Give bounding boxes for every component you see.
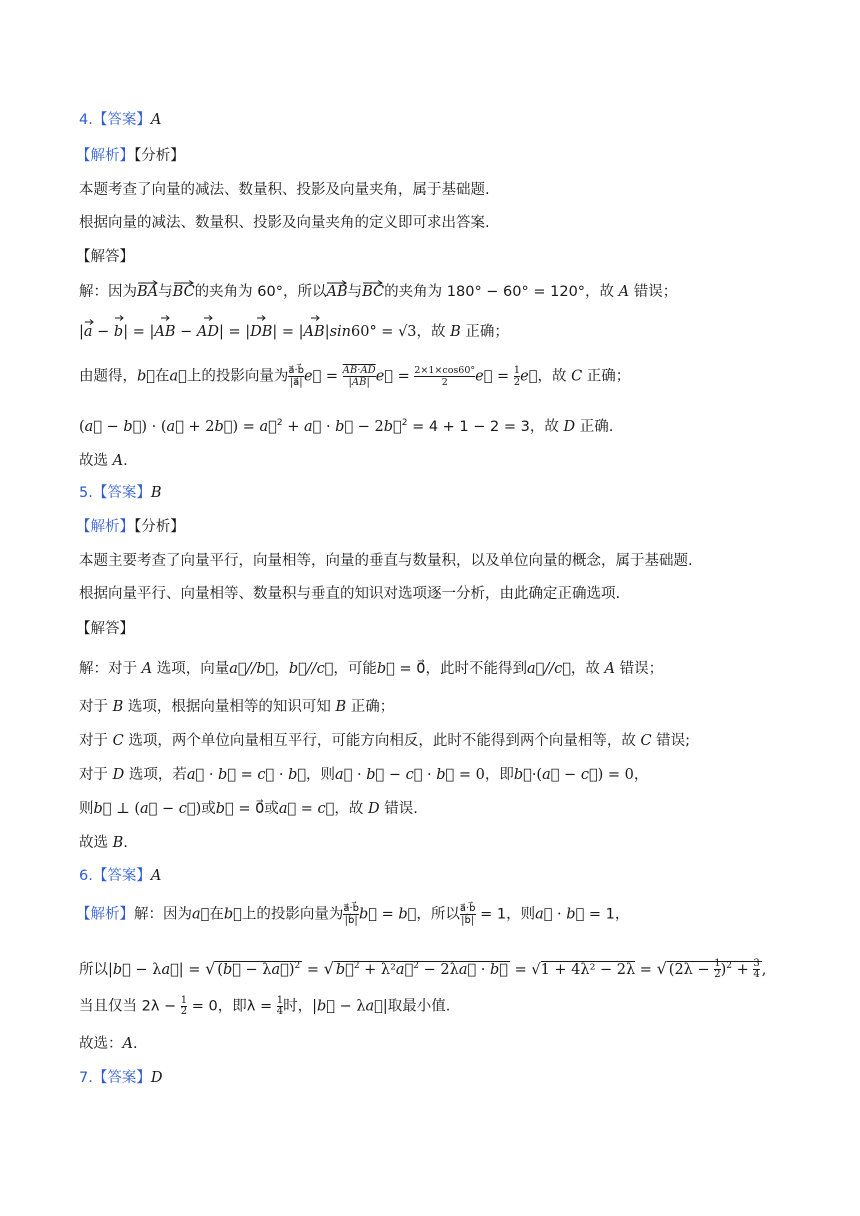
answer-line-q6 [79, 866, 161, 886]
answer-tag: 【答案】 [92, 112, 151, 128]
jiexi-tag: 【解析】 [76, 906, 134, 923]
q6-step-2: 所以|b⃗ − λa⃗| = √ (b⃗ − λa⃗)$^2$ = √ b⃗$^2$ + λ²a⃗$^2$ − 2λa⃗ · b⃗ = √1 + 4λ² − 2λ = √ (2λ − $\frac{1}{2}$ )$^2$ + $\frac{3}{4}$ , [79, 958, 767, 981]
fenxi-tag: 【分析】 [134, 148, 185, 164]
solution-header-q5: 【解答】 [76, 621, 134, 637]
answer-value: B [150, 485, 162, 501]
q4-conclusion: 故选 A. [79, 453, 128, 469]
question-number: 4. [79, 112, 93, 128]
answer-value: A [150, 112, 162, 128]
q5-step-3: 对于 C 选项，两个单位向量相互平行，可能方向相反，此时不能得到两个向量相等，故 C 错误; [79, 733, 691, 749]
analysis-text-2: 根据向量平行、向量相等、数量积与垂直的知识对选项逐一分析，由此确定正确选项. [79, 586, 621, 602]
q6-step-1: 【解析】解：因为a⃗在b⃗上的投影向量为 $\frac{a⃗\cdot b⃗}{|b⃗|}$ b⃗ = b⃗，所以 $\frac{a⃗\cdot b⃗}{|b⃗|}$ = 1，则a⃗ · b⃗ = 1， [76, 903, 630, 926]
question-number: 7. [79, 1070, 93, 1086]
jiexi-tag: 【解析】 [76, 519, 134, 535]
answer-line-q5 [79, 483, 162, 503]
question-number: 6. [79, 868, 93, 884]
analysis-text-1: 本题主要考查了向量平行，向量相等，向量的垂直与数量积，以及单位向量的概念，属于基础题. [79, 553, 693, 569]
vector-BC: BC [362, 284, 384, 300]
jiexi-tag: 【解析】 [76, 148, 134, 164]
q5-step-1: 解：对于 A 选项，向量a⃗//b⃗，b⃗//c⃗，可能b⃗ = 0⃗，此时不能得到a⃗//c⃗，故 A 错误； [79, 661, 664, 677]
q6-conclusion: 故选：A. [79, 1036, 138, 1052]
vector-BA: BA [137, 284, 158, 300]
answer-line-q7 [79, 1068, 162, 1088]
answer-value: A [150, 868, 162, 884]
vector-BC: BC [173, 284, 195, 300]
solution-header-q4: 【解答】 [76, 249, 134, 265]
q4-step-4: (a⃗ − b⃗) · (a⃗ + 2b⃗) = a⃗$^2$ + a⃗ · b⃗ − 2b⃗$^2$ = 4 + 1 − 2 = 3，故 D 正确. [79, 418, 614, 435]
analysis-text-2: 根据向量的减法、数量积、投影及向量夹角的定义即可求出答案. [79, 215, 490, 231]
answer-line-q4 [79, 110, 161, 130]
vector-AB: AB [326, 284, 347, 300]
q5-step-4: 对于 D 选项，若a⃗ · b⃗ = c⃗ · b⃗，则a⃗ · b⃗ − c⃗ · b⃗ = 0，即b⃗·(a⃗ − c⃗) = 0， [79, 767, 649, 783]
q5-step-5: 则b⃗ ⊥ (a⃗ − c⃗)或b⃗ = 0⃗或a⃗ = c⃗，故 D 错误. [79, 801, 418, 817]
question-number: 5. [79, 485, 93, 501]
answer-tag: 【答案】 [92, 485, 151, 501]
q4-step-2: |a − b | = |AB − AD | = |DB | = |AB |sin60° = √3，故 B 正确； [79, 322, 509, 342]
q5-step-2: 对于 B 选项，根据向量相等的知识可知 B 正确； [79, 699, 395, 715]
analysis-header-q5 [76, 517, 185, 537]
analysis-header-q4 [76, 146, 185, 166]
answer-value: D [150, 1070, 163, 1086]
q5-conclusion: 故选 B. [79, 835, 128, 851]
fenxi-tag: 【分析】 [134, 519, 185, 535]
q4-step-3: 由题得，b⃗在a⃗上的投影向量为 $\frac{a⃗\cdot b⃗}{|a⃗|}$ e⃗ = $\frac{AB\cdot AD}{|AB|}$ e⃗ = $\frac{2\times 1\times\cos 60^\circ}{2}$ e⃗ = $\frac{1}{2}$ e⃗，故 C 正确； [79, 365, 631, 388]
answer-tag: 【答案】 [92, 868, 151, 884]
q6-step-3: 当且仅当 2λ − $\frac{1}{2}$ = 0，即λ = $\frac{1}{4}$ 时，|b⃗ − λa⃗|取最小值. [79, 995, 451, 1017]
q4-step-1: 解：因为BA 与BC 的夹角为 60°，所以AB 与BC 的夹角为 180° − 60° = 120°，故 A 错误； [79, 282, 677, 302]
analysis-text-1: 本题考查了向量的减法、数量积、投影及向量夹角，属于基础题. [79, 182, 490, 198]
answer-tag: 【答案】 [92, 1070, 151, 1086]
